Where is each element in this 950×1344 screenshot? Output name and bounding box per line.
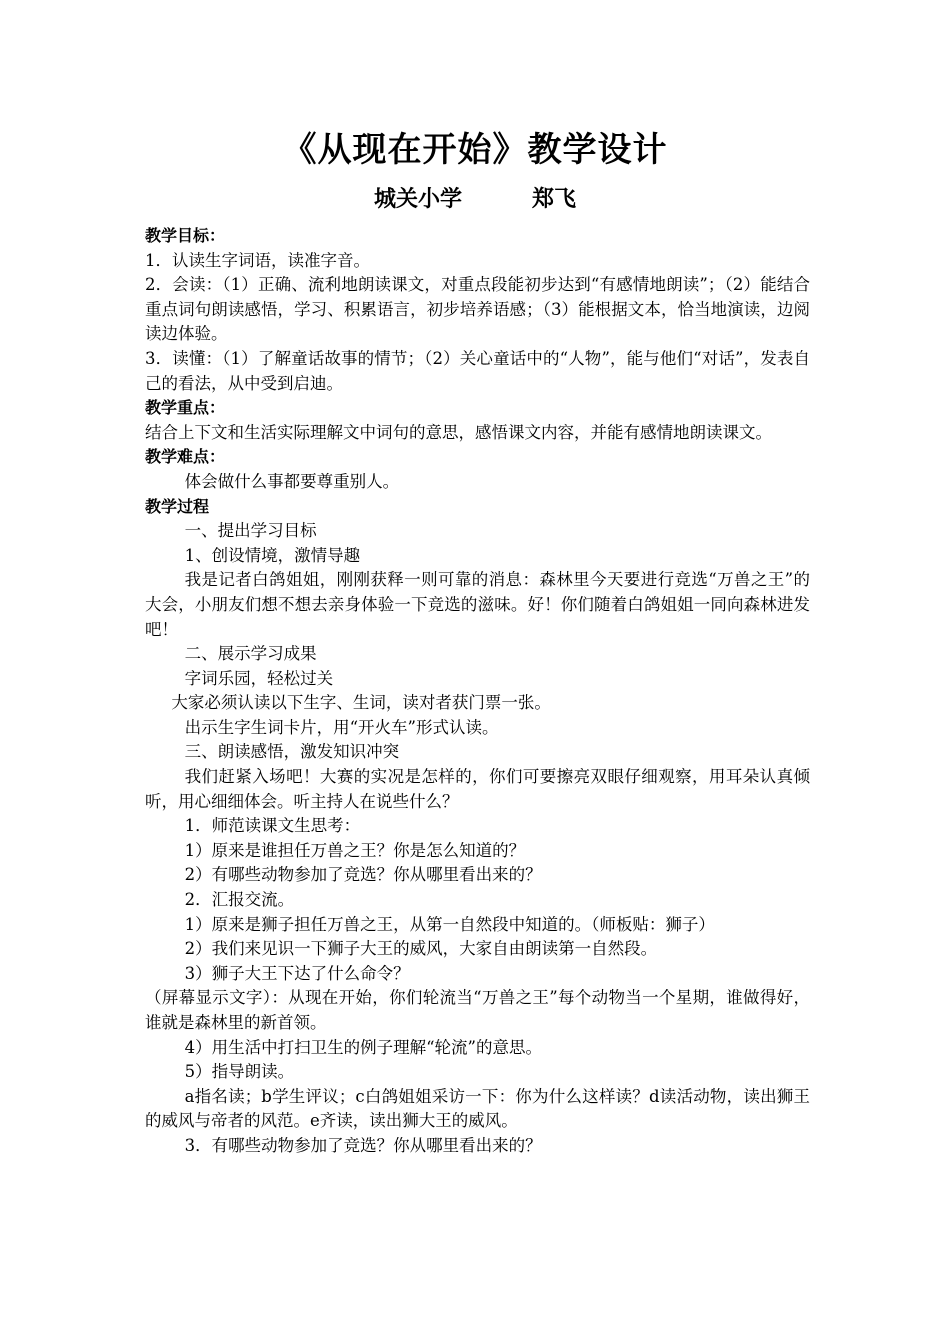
key-points-heading: 教学重点： — [145, 398, 226, 418]
process-heading: 教学过程 — [145, 496, 210, 516]
process-line: 3．有哪些动物参加了竞选？你从哪里看出来的？ — [184, 1135, 542, 1155]
difficulties-text: 体会做什么事都要尊重别人。 — [184, 471, 400, 491]
author-name: 郑飞 — [532, 187, 577, 212]
process-paragraph: 我是记者白鸽姐姐，刚刚获释一则可靠的消息：森林里今天要进行竞选“万兽之王”的大会，小朋友们想不想去亲身体验一下竞选的滋味。好！你们随着白鸽姐姐一同向森林进发吧！ — [145, 570, 810, 639]
process-paragraph: （屏幕显示文字）：从现在开始，你们轮流当“万兽之王”每个动物当一个星期，谁做得好，谁就是森林里的新首领。 — [145, 988, 810, 1032]
difficulties-heading: 教学难点： — [145, 447, 226, 467]
key-points-text: 结合上下文和生活实际理解文中词句的意思，感悟课文内容，并能有感情地朗读课文。 — [145, 422, 772, 442]
document-body — [145, 224, 810, 1159]
process-line: 1）原来是狮子担任万兽之王，从第一自然段中知道的。（师板贴：狮子） — [184, 914, 715, 934]
process-line: 2．汇报交流。 — [184, 890, 295, 910]
process-line: 1、创设情境，激情导趣 — [184, 545, 361, 565]
process-section-title: 二、展示学习成果 — [184, 644, 317, 664]
process-line: 4）用生活中打扫卫生的例子理解“轮流”的意思。 — [184, 1037, 542, 1057]
school-name: 城关小学 — [373, 187, 462, 212]
goal-item: 2．会读：（1）正确、流利地朗读课文，对重点段能初步达到“有感情地朗读”；（2）能结合重点词句朗读感悟，学习、积累语言，初步培养语感；（3）能根据文本，恰当地演读，边阅读边体验。 — [145, 275, 810, 344]
goals-heading: 教学目标： — [145, 226, 226, 245]
process-section-title: 一、提出学习目标 — [184, 521, 317, 541]
process-line: 2）我们来见识一下狮子大王的威风，大家自由朗读第一自然段。 — [184, 939, 658, 959]
goal-item: 3．读懂：（1）了解童话故事的情节；（2）关心童话中的“人物”，能与他们“对话”，发表自己的看法，从中受到启迪。 — [145, 348, 810, 393]
process-line: 出示生字生词卡片，用“开火车”形式认读。 — [184, 717, 499, 737]
process-line: 字词乐园，轻松过关 — [184, 668, 334, 688]
process-line: 2）有哪些动物参加了竞选？你从哪里看出来的？ — [184, 865, 542, 885]
process-line: 3）狮子大王下达了什么命令？ — [184, 963, 410, 983]
goal-item: 1．认读生字词语，读准字音。 — [145, 250, 370, 270]
process-line: 大家必须认读以下生字、生词，读对者获门票一张。 — [171, 693, 551, 713]
process-line: 1）原来是谁担任万兽之王？你是怎么知道的？ — [184, 840, 526, 860]
document-title: 《从现在开始》教学设计 — [282, 130, 668, 170]
process-line: 5）指导朗读。 — [184, 1062, 295, 1082]
byline — [0, 183, 950, 217]
process-line: 1．师范读课文生思考： — [184, 816, 361, 836]
process-paragraph: a指名读；b学生评议；c白鸽姐姐采访一下：你为什么这样读？d读活动物，读出狮王的威风与帝者的风范。e齐读，读出狮大王的威风。 — [145, 1086, 810, 1131]
process-section-title: 三、朗读感悟，激发知识冲突 — [184, 742, 400, 762]
process-paragraph: 我们赶紧入场吧！大赛的实况是怎样的，你们可要擦亮双眼仔细观察，用耳朵认真倾听，用心细细体会。听主持人在说些什么？ — [145, 767, 810, 811]
